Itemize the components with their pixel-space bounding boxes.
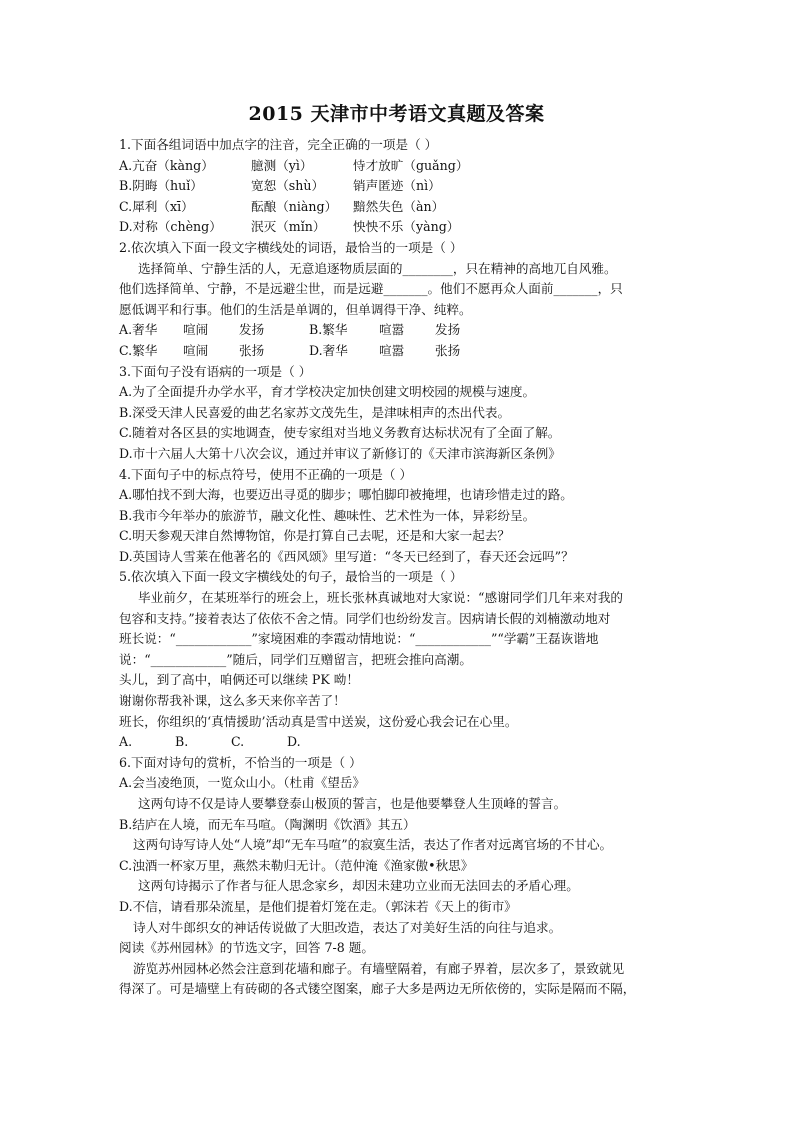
question-3-option-a: A.为了全面提升办学水平，育才学校决定加快创建文明校园的规模与速度。 [119,384,536,400]
question-6-option-line: A.会当凌绝顶，一览众山小。（杜甫《望岳》 [119,775,366,791]
question-2-options-cd [119,341,689,362]
option-word: C.繁华 [119,342,158,358]
option-word: 发扬 [239,322,265,338]
question-1-option-d [119,217,689,238]
question-6-option-note: 这两句诗不仅是诗人要攀登泰山极顶的誓言，也是他要攀登人生顶峰的誓言。 [138,796,567,811]
option-word: 销声匿迹（nì） [353,178,441,194]
question-1-option-c [119,197,689,218]
question-6-option-note: 这两句诗揭示了作者与征人思念家乡，却因未建功立业而无法回去的矛盾心理。 [138,878,579,894]
question-5-passage-line: 班长说：“____________”家境困难的李霞动情地说：“____________”“学霸”王磊诙谐地 [119,631,599,647]
option-word: 喧嚣 [379,342,405,358]
question-3-stem: 3.下面句子没有语病的一项是（ ） [119,363,312,379]
option-word: D.奢华 [309,342,348,358]
question-5-sentence: 谢谢你帮我补课，这么多天来你辛苦了！ [119,693,346,709]
question-2-passage-line: 他们选择简单、宁静，不是远避尘世，而是远避_______。他们不愿再众人面前_______，只 [119,281,623,297]
question-2-stem: 2.依次填入下面一段文字横线处的词语，最恰当的一项是（ ） [119,239,463,255]
option-word: B.繁华 [309,322,348,338]
question-6-option-line: C.浊酒一杯家万里，燕然未勒归无计。（范仲淹《渔家傲•秋思》 [119,857,474,873]
question-4-option-b: B.我市今年举办的旅游节，融文化性、趣味性、艺术性为一体，异彩纷呈。 [119,507,536,523]
question-3-option-b: B.深受天津人民喜爱的曲艺名家苏文茂先生，是津味相声的杰出代表。 [119,404,511,420]
reading-intro: 阅读《苏州园林》的节选文字，回答 7-8 题。 [119,940,374,956]
option-word: 喧嚣 [379,322,405,338]
option-word: 宽恕（shù） [251,178,325,194]
question-1-stem: 1.下面各组词语中加点字的注音，完全正确的一项是（ ） [119,137,438,152]
option-letter: B. [175,734,189,750]
option-word: B.阴晦（huǐ） [119,178,203,194]
option-letter: D. [287,734,301,750]
question-6-option-note: 这两句诗写诗人处“人境”却“无车马喧”的寂寞生活，表达了作者对远离官场的不甘心。 [133,837,613,853]
question-2-passage-line: 愿低调平和行事。他们的生活是单调的，但单调得干净、纯粹。 [119,301,472,317]
option-letter: C. [231,734,245,750]
question-4-option-d: D.英国诗人雪莱在他著名的《西风颂》里写道：“冬天已经到了，春天还会远吗”？ [119,548,574,564]
reading-passage-line: 游览苏州园林必然会注意到花墙和廊子。有墙壁隔着，有廊子界着，层次多了，景致就见 [133,960,625,976]
option-word: 喧闹 [183,342,209,358]
option-word: 张扬 [239,342,265,358]
option-word: 臆测（yì） [251,157,313,173]
option-word: D.对称（chèng） [119,219,222,235]
option-word: 怏怏不乐（yàng） [353,219,460,235]
question-2-passage-line: 选择简单、宁静生活的人，无意追逐物质层面的________，只在精神的高地兀自风雅。 [138,260,617,276]
option-word: 张扬 [435,342,461,358]
option-letter: A. [119,734,133,750]
option-word: 发扬 [435,322,461,338]
option-word: 泯灭（mǐn） [251,219,326,235]
question-5-stem: 5.依次填入下面一段文字横线处的句子，最恰当的一项是（ ） [119,569,463,585]
reading-passage-line: 得深了。可是墙壁上有砖砌的各式镂空图案，廊子大多是两边无所依傍的，实际是隔而不隔， [119,981,636,997]
question-5-sentence: 头儿，到了高中，咱俩还可以继续 PK 呦！ [119,672,359,688]
option-word: 喧闹 [183,322,209,338]
document-body [119,135,689,1000]
option-word: 黯然失色（àn） [353,198,445,214]
question-4-option-c: C.明天参观天津自然博物馆，你是打算自己去呢，还是和大家一起去？ [119,528,511,544]
question-1-option-a [119,156,689,177]
question-2-options-ab [119,320,689,341]
option-word: 酝酿（niàng） [251,198,338,214]
question-5-passage-line: 包容和支持。”接着表达了依依不舍之情。同学们也纷纷发言。因病请长假的刘楠激动地对 [119,610,611,626]
question-6-option-note: 诗人对牛郎织女的神话传说做了大胆改造，表达了对美好生活的向往与追求。 [133,919,562,935]
document-title: 2015 天津市中考语文真题及答案 [248,103,545,125]
option-word: A.亢奋（kàng） [119,157,214,173]
question-4-option-a: A.哪怕找不到大海，也要迈出寻觅的脚步；哪怕脚印被掩埋，也请珍惜走过的路。 [119,487,573,503]
question-6-option-line: B.结庐在人境，而无车马喧。（陶渊明《饮酒》其五） [119,816,416,832]
question-4-stem: 4.下面句子中的标点符号，使用不正确的一项是（ ） [119,466,413,482]
question-1-option-b [119,176,689,197]
question-6-option-line: D.不信，请看那朵流星，是他们提着灯笼在走。（郭沫若《天上的街市》 [119,898,517,914]
question-5-sentence: 班长，你组织的‘真情援助’活动真是雪中送炭，这份爱心我会记在心里。 [119,713,518,729]
option-word: C.犀利（xī） [119,198,194,214]
question-3-option-d: D.市十六届人大第十八次会议，通过并审议了新修订的《天津市滨海新区条例》 [119,445,561,461]
question-6-stem: 6.下面对诗句的赏析，不恰当的一项是（ ） [119,754,362,770]
option-word: A.奢华 [119,322,158,338]
question-3-option-c: C.随着对各区县的实地调查，使专家组对当地义务教育达标状况有了全面了解。 [119,425,561,441]
question-5-passage-line: 毕业前夕，在某班举行的班会上，班长张林真诚地对大家说：“感谢同学们几年来对我的 [138,590,624,606]
option-word: 恃才放旷（guǎng） [353,157,469,173]
question-5-passage-line: 说：“____________”随后，同学们互赠留言，把班会推向高潮。 [119,651,472,667]
question-5-options [119,732,689,753]
